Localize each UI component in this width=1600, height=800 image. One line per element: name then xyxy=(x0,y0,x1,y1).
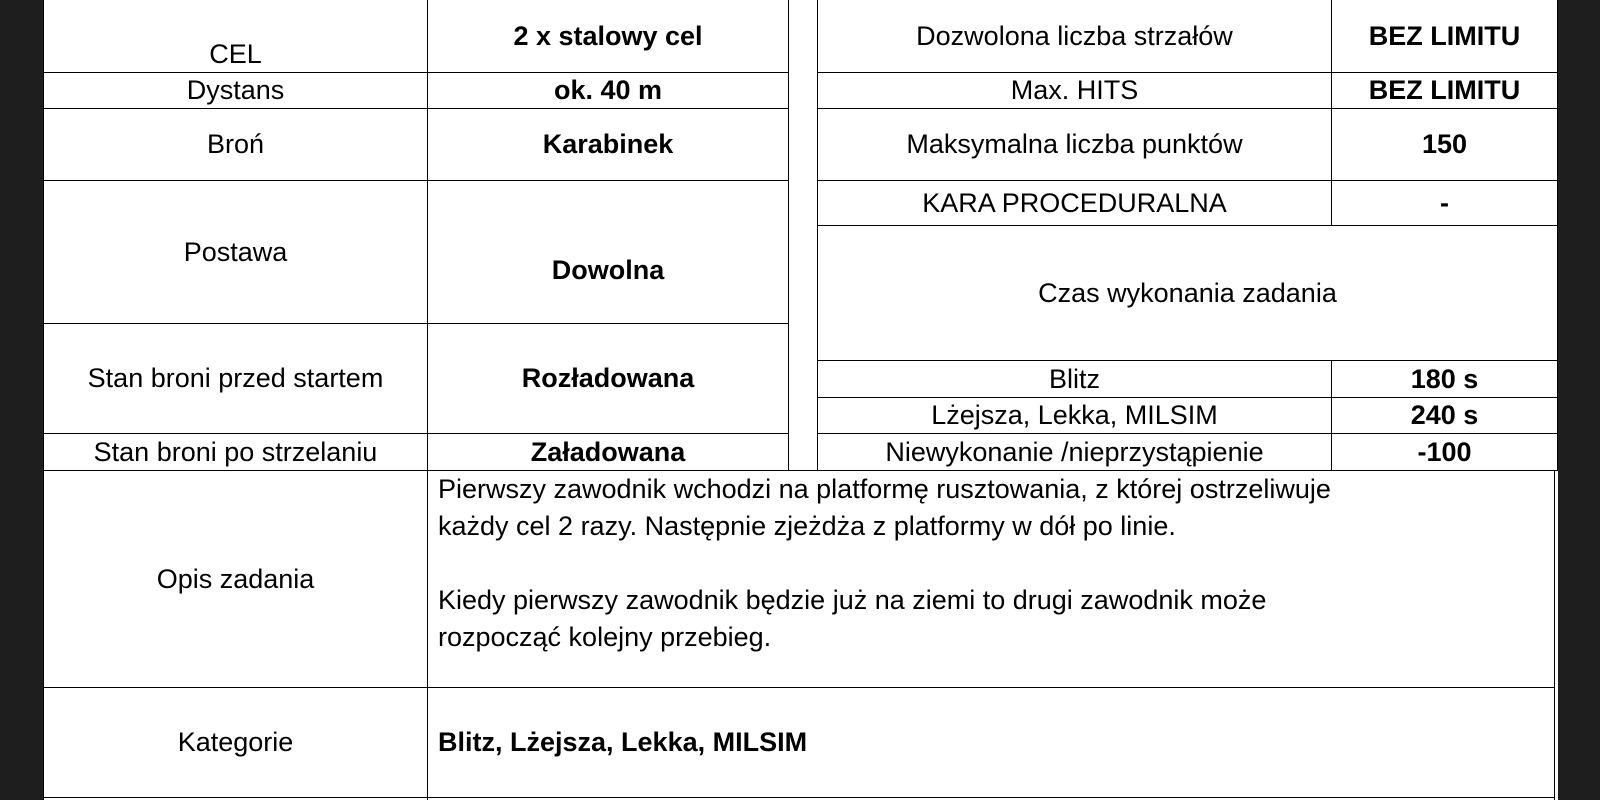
table-border xyxy=(43,797,1555,798)
table-border xyxy=(43,180,789,181)
bron-value: Karabinek xyxy=(542,129,674,160)
max-punkty-value: 150 xyxy=(1421,129,1468,160)
blitz-value: 180 s xyxy=(1410,363,1479,394)
kategorie-label: Kategorie xyxy=(177,727,294,758)
opis-line: Kiedy pierwszy zawodnik będzie już na ziemi to drugi zawodnik może xyxy=(438,585,1267,615)
strzaly-value: BEZ LIMITU xyxy=(1368,20,1521,51)
bron-label: Broń xyxy=(206,129,265,160)
niewykonanie-value: -100 xyxy=(1417,436,1472,467)
opis-label: Opis zadania xyxy=(156,563,315,594)
kategorie-value: Blitz, Lżejsza, Lekka, MILSIM xyxy=(438,727,808,758)
blitz-label: Blitz xyxy=(1048,363,1100,394)
opis-line: każdy cel 2 razy. Następnie zjeżdża z platformy w dół po linie. xyxy=(438,511,1176,541)
postawa-value: Dowolna xyxy=(551,254,665,285)
lzejsza-value: 240 s xyxy=(1410,400,1479,431)
max-hits-value: BEZ LIMITU xyxy=(1368,75,1521,106)
table-border xyxy=(1554,470,1555,800)
stan-po-label: Stan broni po strzelaniu xyxy=(93,436,378,467)
dystans-value: ok. 40 m xyxy=(553,75,663,106)
opis-line: Pierwszy zawodnik wchodzi na platformę rusztowania, z której ostrzeliwuje xyxy=(438,474,1331,504)
stan-przed-value: Rozładowana xyxy=(521,363,695,394)
max-punkty-label: Maksymalna liczba punktów xyxy=(906,129,1243,160)
table-border xyxy=(1557,0,1558,470)
stan-po-value: Załadowana xyxy=(530,436,686,467)
strzaly-label: Dozwolona liczba strzałów xyxy=(916,20,1233,51)
kara-label: KARA PROCEDURALNA xyxy=(922,187,1227,218)
opis-text xyxy=(438,471,1528,656)
cel-label: CEL xyxy=(209,38,262,69)
cel-value: 2 x stalowy cel xyxy=(513,20,703,51)
czas-header: Czas wykonania zadania xyxy=(1038,277,1337,308)
niewykonanie-label: Niewykonanie /nieprzystąpienie xyxy=(885,436,1264,467)
stan-przed-label: Stan broni przed startem xyxy=(87,363,384,394)
max-hits-label: Max. HITS xyxy=(1010,75,1139,106)
postawa-label: Postawa xyxy=(183,236,288,267)
lzejsza-label: Lżejsza, Lekka, MILSIM xyxy=(931,400,1218,431)
opis-line: rozpocząć kolejny przebieg. xyxy=(438,622,772,652)
kara-value: - xyxy=(1440,187,1449,218)
table-border xyxy=(788,0,789,470)
dystans-label: Dystans xyxy=(186,75,285,106)
